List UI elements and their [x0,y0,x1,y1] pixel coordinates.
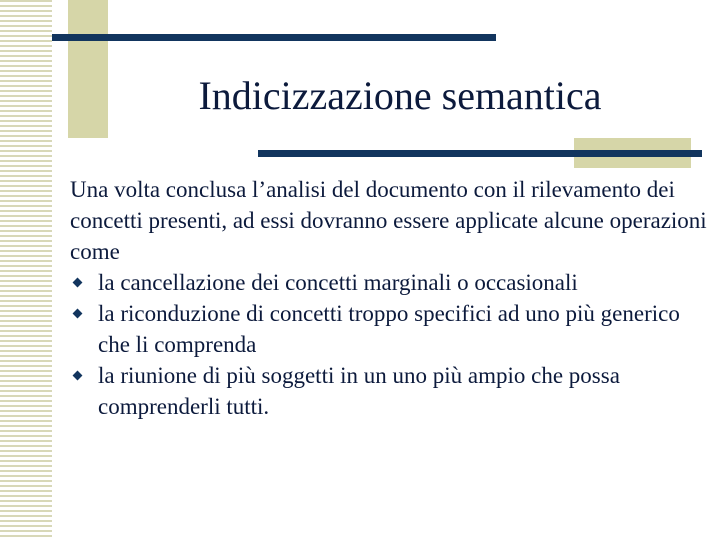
slide-body [70,174,710,422]
bullet-list [70,267,710,422]
list-item [70,360,710,422]
title-rule-bottom [258,150,702,157]
diamond-bullet-icon [73,278,83,288]
bullet-text: la cancellazione dei concetti marginali o occasionali [98,270,578,295]
list-item [70,267,710,298]
bullet-text: la riunione di più soggetti in un uno più ampio che possa comprenderli tutti. [98,363,620,419]
decorative-stripe-band [0,0,52,540]
title-rule-top [52,34,496,41]
bullet-text: la riconduzione di concetti troppo specifici ad uno più generico che li comprenda [98,301,680,357]
intro-paragraph: Una volta conclusa l’analisi del documento con il rilevamento dei concetti presenti, ad essi dovranno essere applicate alcune operazioni come [70,177,707,264]
diamond-bullet-icon [73,371,83,381]
diamond-bullet-icon [73,309,83,319]
slide-title: Indicizzazione semantica [198,73,602,118]
list-item [70,298,710,360]
